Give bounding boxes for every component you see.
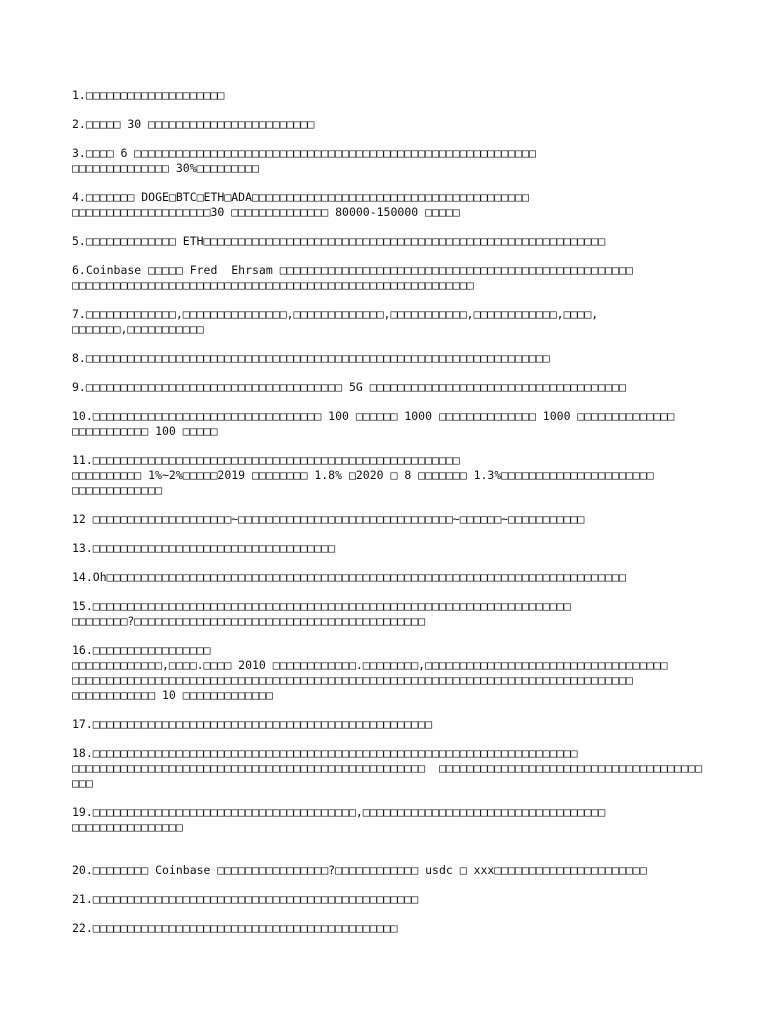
list-item-10: 10.□□□□□□□□□□□□□□□□□□□□□□□□□□□□□□□□□ 100 □□□□□□ 1000 □□□□□□□□□□□□□□ 1000 □□□□□□□□□□□□□□ □□□□□□□□□□□ 100 □□□□□ [72,409,675,438]
list-item-14: 14.Oh□□□□□□□□□□□□□□□□□□□□□□□□□□□□□□□□□□□□□□□□□□□□□□□□□□□□□□□□□□□□□□□□□□□□□□□□□□□ [72,570,626,584]
list-item-1: 1.□□□□□□□□□□□□□□□□□□□□ [72,88,225,102]
list-item-3: 3.□□□□ 6 □□□□□□□□□□□□□□□□□□□□□□□□□□□□□□□□□□□□□□□□□□□□□□□□□□□□□□□□□□ □□□□□□□□□□□□□□ 30%□□□□□□□□□ [72,146,536,175]
list-item-20: 20.□□□□□□□□ Coinbase □□□□□□□□□□□□□□□□?□□□□□□□□□□□□ usdc □ xxx□□□□□□□□□□□□□□□□□□□□□□ [72,863,647,877]
list-item-18: 18.□□□□□□□□□□□□□□□□□□□□□□□□□□□□□□□□□□□□□□□□□□□□□□□□□□□□□□□□□□□□□□□□□□□□□□ □□□□□□□□□□□□□□□□□□□□□□□□□□□□□□□□□□□□□□□□□□□□□□□□□□□ □□□□□□□□□□□□□□□□□□□□□□□□□□□□□□□□□□□□□□□□□ [72,746,703,790]
list-item-11: 11.□□□□□□□□□□□□□□□□□□□□□□□□□□□□□□□□□□□□□□□□□□□□□□□□□□□□□ □□□□□□□□□□ 1%~2%□□□□□2019 □□□□□□□□ 1.8% □2020 □ 8 □□□□□□□ 1.3%□□□□□□□□□□□□□□□□□□□□□□ □□□□□□□□□□□□□ [72,453,654,497]
list-item-5: 5.□□□□□□□□□□□□□ ETH□□□□□□□□□□□□□□□□□□□□□□□□□□□□□□□□□□□□□□□□□□□□□□□□□□□□□□□□□□ [72,234,606,248]
list-item-16: 16.□□□□□□□□□□□□□□□□□ □□□□□□□□□□□□□,□□□□.□□□□ 2010 □□□□□□□□□□□□.□□□□□□□□,□□□□□□□□□□□□□□□□□□□□□□□□□□□□□□□□□□□ □□□□□□□□□□□□□□□□□□□□□□□□□□□□□□□□□□□□□□□□□□□□□□□□□□□□□□□□□□□□□□□□□□□□□□□□□□□□□□□□□ □□□□□□□□□□□□ 10 □□□□□□□□□□□□□ [72,643,668,702]
list-item-12: 12 □□□□□□□□□□□□□□□□□□□□~□□□□□□□□□□□□□□□□□□□□□□□□□□□□□□□~□□□□□□~□□□□□□□□□□□ [72,512,585,526]
list-item-22: 22.□□□□□□□□□□□□□□□□□□□□□□□□□□□□□□□□□□□□□□□□□□□□ [72,921,398,935]
list-item-2: 2.□□□□□ 30 □□□□□□□□□□□□□□□□□□□□□□□□ [72,117,315,131]
list-item-19: 19.□□□□□□□□□□□□□□□□□□□□□□□□□□□□□□□□□□□□□□,□□□□□□□□□□□□□□□□□□□□□□□□□□□□□□□□□□□ □□□□□□□□□□□□□□□□ [72,805,606,834]
list-item-13: 13.□□□□□□□□□□□□□□□□□□□□□□□□□□□□□□□□□□□ [72,541,336,555]
list-item-6: 6.Coinbase □□□□□ Fred Ehrsam □□□□□□□□□□□□□□□□□□□□□□□□□□□□□□□□□□□□□□□□□□□□□□□□□□□ □□□□□□□□□□□□□□□□□□□□□□□□□□□□□□□□□□□□□□□□□□□□□□□□□□□□□□□□□□ [72,263,633,292]
list-item-17: 17.□□□□□□□□□□□□□□□□□□□□□□□□□□□□□□□□□□□□□□□□□□□□□□□□□ [72,717,433,731]
list-item-8: 8.□□□□□□□□□□□□□□□□□□□□□□□□□□□□□□□□□□□□□□□□□□□□□□□□□□□□□□□□□□□□□□□□□□□ [72,351,550,365]
list-item-9: 9.□□□□□□□□□□□□□□□□□□□□□□□□□□□□□□□□□□□□□ 5G □□□□□□□□□□□□□□□□□□□□□□□□□□□□□□□□□□□□□ [72,380,626,394]
list-item-15: 15.□□□□□□□□□□□□□□□□□□□□□□□□□□□□□□□□□□□□□□□□□□□□□□□□□□□□□□□□□□□□□□□□□□□□□ □□□□□□□□?□□□□□□□□□□□□□□□□□□□□□□□□□□□□□□□□□□□□□□□□□□ [72,599,571,628]
list-item-21: 21.□□□□□□□□□□□□□□□□□□□□□□□□□□□□□□□□□□□□□□□□□□□□□□□ [72,892,419,906]
list-item-4: 4.□□□□□□□ DOGE□BTC□ETH□ADA□□□□□□□□□□□□□□□□□□□□□□□□□□□□□□□□□□□□□□□□ □□□□□□□□□□□□□□□□□□□□30 □□□□□□□□□□□□□□ 80000-150000 □□□□□ [72,190,529,219]
list-item-7: 7.□□□□□□□□□□□□□,□□□□□□□□□□□□□□□,□□□□□□□□□□□□□,□□□□□□□□□□□,□□□□□□□□□□□□,□□□□, □□□□□□□,□□□□□□□□□□□ [72,307,599,336]
